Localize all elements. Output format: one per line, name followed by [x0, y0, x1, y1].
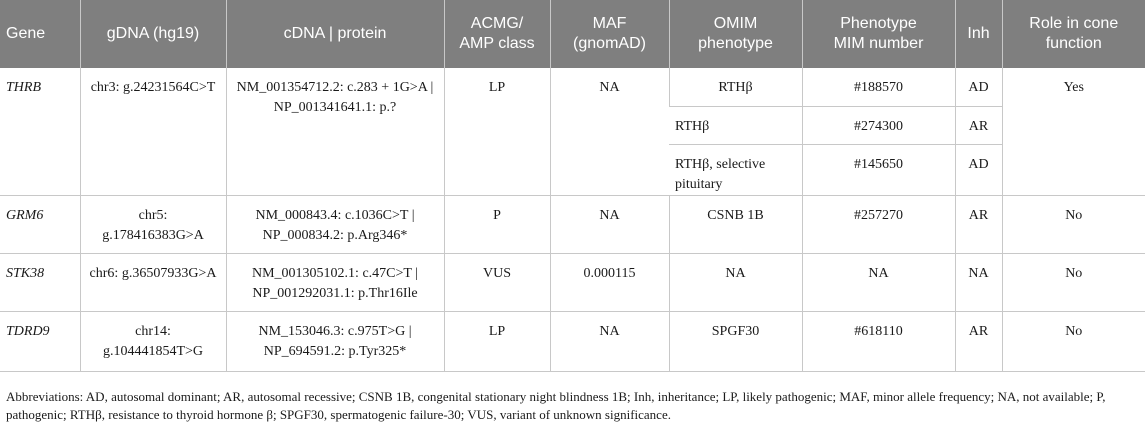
cdna-protein-cell: NM_001354712.2: c.283 + 1G>A | NP_001341641.1: p.? [226, 68, 444, 195]
omim-phenotype-cell: SPGF30 [669, 311, 802, 371]
mim-number-cell: #618110 [802, 311, 955, 371]
maf-cell: NA [550, 195, 669, 253]
mim-number-cell: #188570 [802, 68, 955, 106]
cdna-protein-cell: NM_153046.3: c.975T>G | NP_694591.2: p.Tyr325* [226, 311, 444, 371]
acmg-class-cell: VUS [444, 253, 550, 311]
maf-cell: 0.000115 [550, 253, 669, 311]
inheritance-cell: AD [955, 68, 1002, 106]
header-gene: Gene [0, 0, 80, 68]
acmg-class-cell: LP [444, 68, 550, 195]
role-cell: No [1002, 253, 1145, 311]
inheritance-cell: NA [955, 253, 1002, 311]
acmg-class-cell: LP [444, 311, 550, 371]
gdna-cell: chr3: g.24231564C>T [80, 68, 226, 195]
omim-phenotype-cell: RTHβ, selective pituitary [669, 144, 802, 195]
header-maf: MAF (gnomAD) [550, 0, 669, 68]
omim-phenotype-cell: NA [669, 253, 802, 311]
role-cell: No [1002, 195, 1145, 253]
gene-cell: GRM6 [0, 195, 80, 253]
maf-cell: NA [550, 311, 669, 371]
maf-cell: NA [550, 68, 669, 195]
header-role-in-cone-function: Role in cone function [1002, 0, 1145, 68]
header-mim-number: Phenotype MIM number [802, 0, 955, 68]
inheritance-cell: AR [955, 195, 1002, 253]
header-acmg-class: ACMG/ AMP class [444, 0, 550, 68]
header-inheritance: Inh [955, 0, 1002, 68]
gdna-cell: chr14: g.104441854T>G [80, 311, 226, 371]
inheritance-cell: AR [955, 311, 1002, 371]
gene-cell: THRB [6, 80, 41, 95]
header-gdna: gDNA (hg19) [80, 0, 226, 68]
header-omim-phenotype: OMIM phenotype [669, 0, 802, 68]
cdna-protein-cell: NM_001305102.1: c.47C>T | NP_001292031.1: p.Thr16Ile [226, 253, 444, 311]
inheritance-cell: AD [955, 144, 1002, 195]
role-cell: No [1002, 311, 1145, 371]
header-cdna-protein: cDNA | protein [226, 0, 444, 68]
omim-phenotype-cell: RTHβ [669, 68, 802, 106]
mim-number-cell: #257270 [802, 195, 955, 253]
cdna-protein-cell: NM_000843.4: c.1036C>T | NP_000834.2: p.Arg346* [226, 195, 444, 253]
gene-cell: STK38 [0, 253, 80, 311]
table-row-thrb [0, 68, 1145, 106]
acmg-class-cell: P [444, 195, 550, 253]
inheritance-cell: AR [955, 106, 1002, 144]
table-row-tdrd9 [0, 311, 1145, 371]
role-cell: Yes [1002, 68, 1145, 195]
table-row-stk38 [0, 253, 1145, 311]
gdna-cell: chr5: g.178416383G>A [80, 195, 226, 253]
table-row-grm6 [0, 195, 1145, 253]
mim-number-cell: #274300 [802, 106, 955, 144]
abbreviations-footnote: Abbreviations: AD, autosomal dominant; AR, autosomal recessive; CSNB 1B, congenital stationary night blindness 1B; Inh, inheritance; LP, likely pathogenic; MAF, minor allele frequency; NA, not available; P, pathogenic; RTHβ, resistance to thyroid hormone β; SPGF30, spermatogenic failure-30; VUS, variant of unknown significance. [6, 389, 1106, 422]
gdna-cell: chr6: g.36507933G>A [80, 253, 226, 311]
header-row [0, 0, 1145, 68]
omim-phenotype-cell: CSNB 1B [669, 195, 802, 253]
omim-phenotype-cell: RTHβ [669, 106, 802, 144]
mim-number-cell: #145650 [802, 144, 955, 195]
gene-cell: TDRD9 [0, 311, 80, 371]
mim-number-cell: NA [802, 253, 955, 311]
